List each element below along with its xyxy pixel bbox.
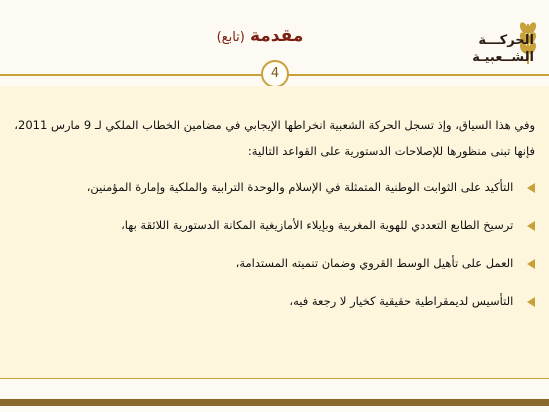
intro-paragraph: وفي هذا السياق، وإذ تسجل الحركة الشعبية انخراطها الإيجابي في مضامين الخطاب الملكي لـ 9 مارس 2011، فإنها تبنى منظورها للإصلاحات الدستورية على القواعد التالية: <box>14 118 535 158</box>
bullet-text: التأكيد على الثوابت الوطنية المتمثلة في الإسلام والوحدة الترابية والملكية وإمارة المؤمنين، <box>86 180 514 194</box>
title-sub: (تابع) <box>216 30 245 45</box>
slide-header <box>0 0 549 86</box>
bullet-item <box>40 180 535 218</box>
logo-line1: الحركـــة <box>478 33 534 48</box>
bullet-list <box>40 180 535 332</box>
triangle-left-icon <box>527 183 535 193</box>
slide-footer <box>0 378 549 412</box>
party-logo <box>452 16 542 68</box>
logo-text <box>462 32 534 66</box>
triangle-left-icon <box>527 259 535 269</box>
bullet-text: ترسيخ الطابع التعددي للهوية المغربية وبإيلاء الأمازيغية المكانة الدستورية اللائقة بها، <box>121 218 514 232</box>
logo-line2: الشــعبيـة <box>472 50 534 65</box>
bullet-text: التأسيس لديمقراطية حقيقية كخيار لا رجعة فيه، <box>289 294 514 308</box>
bullet-item <box>40 218 535 256</box>
bullet-text: العمل على تأهيل الوسط القروي وضمان تنميته المستدامة، <box>235 256 514 270</box>
slide-content <box>0 86 549 378</box>
triangle-left-icon <box>527 221 535 231</box>
footer-band <box>0 399 549 406</box>
title-main: مقدمة <box>249 26 304 46</box>
slide-title <box>180 26 340 52</box>
triangle-left-icon <box>527 297 535 307</box>
page-number-badge: 4 <box>261 60 289 88</box>
bullet-item <box>40 294 535 332</box>
bullet-item <box>40 256 535 294</box>
